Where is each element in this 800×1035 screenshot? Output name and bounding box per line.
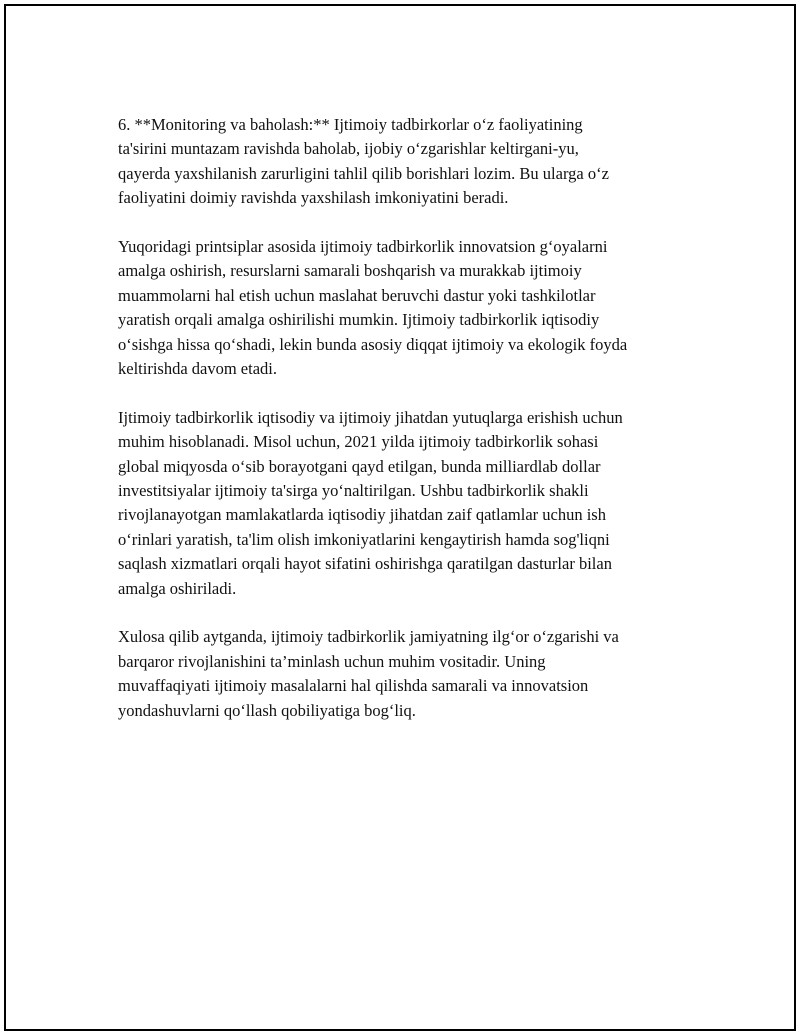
paragraph-conclusion: Xulosa qilib aytganda, ijtimoiy tadbirkorlik jamiyatning ilg‘or o‘zgarishi va barqaror rivojlanishini ta’minlash uchun muhim vositadir. Uning muvaffaqiyati ijtimoiy masalalarni hal qilishda samarali va innovatsion yondashuvlarni qo‘llash qobiliyatiga bog‘liq.	[118, 627, 619, 720]
paragraph-monitoring: 6. **Monitoring va baholash:** Ijtimoiy tadbirkorlar o‘z faoliyatining ta'sirini muntazam ravishda baholab, ijobiy o‘zgarishlar keltirgani-yu, qayerda yaxshilanish zarurligini tahlil qilib borishlari lozim. Bu ularga o‘z faoliyatini doimiy ravishda yaxshilash imkoniyatini beradi.	[118, 115, 609, 208]
paragraph-principles: Yuqoridagi printsiplar asosida ijtimoiy tadbirkorlik innovatsion g‘oyalarni amalga oshirish, resurslarni samarali boshqarish va murakkab ijtimoiy muammolarni hal etish uchun maslahat beruvchi dastur yoki tashkilotlar yaratish orqali amalga oshirilishi mumkin. Ijtimoiy tadbirkorlik iqtisodiy o‘sishga hissa qo‘shadi, lekin bunda asosiy diqqat ijtimoiy va ekologik foyda keltirishda davom etadi.	[118, 237, 628, 379]
paragraph-economic-impact: Ijtimoiy tadbirkorlik iqtisodiy va ijtimoiy jihatdan yutuqlarga erishish uchun muhim hisoblanadi. Misol uchun, 2021 yilda ijtimoiy tadbirkorlik sohasi global miqyosda o‘sib borayotgani qayd etilgan, bunda milliardlab dollar investitsiyalar ijtimoiy ta'sirga yo‘naltirilgan. Ushbu tadbirkorlik shakli rivojlanayotgan mamlakatlarda iqtisodiy jihatdan zaif qatlamlar uchun ish o‘rinlari yaratish, ta'lim olish imkoniyatlarini kengaytirish hamda sog'liqni saqlash xizmatlari orqali hayot sifatini oshirishga qaratilgan dasturlar bilan amalga oshiriladi.	[118, 407, 623, 598]
document-body	[118, 113, 693, 748]
document-page	[4, 4, 796, 1031]
